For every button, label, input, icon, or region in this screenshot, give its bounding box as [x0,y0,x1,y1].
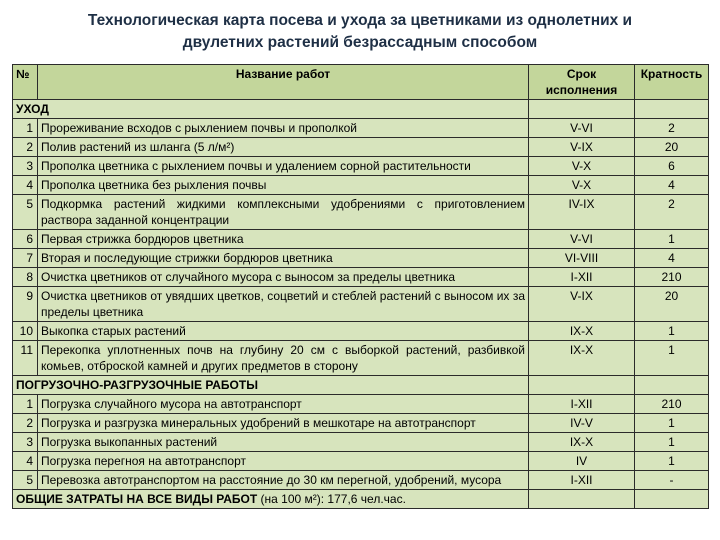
term-cell: V-VI [529,118,635,137]
empty-frequency-cell [635,489,709,508]
empty-frequency-cell [635,99,709,118]
work-name-cell: Выкопка старых растений [38,321,529,340]
frequency-cell: 20 [635,137,709,156]
frequency-cell: 4 [635,248,709,267]
work-name-cell: Погрузка выкопанных растений [38,432,529,451]
term-cell: IX-X [529,321,635,340]
work-name-cell: Очистка цветников от увядших цветков, соцветий и стеблей растений с выносом их за пределы цветника [38,286,529,321]
frequency-cell: 2 [635,194,709,229]
work-name-cell: Перекопка уплотненных почв на глубину 20 см с выборкой растений, разбивкой комьев, отброской камней и других предметов в сторону [38,340,529,375]
term-cell: VI-VIII [529,248,635,267]
term-cell: I-XII [529,394,635,413]
table-row [13,340,709,375]
table-footer [13,489,709,508]
table-row [13,432,709,451]
row-number-cell: 3 [13,156,38,175]
frequency-cell: 6 [635,156,709,175]
row-number-cell: 2 [13,137,38,156]
row-number-cell: 3 [13,432,38,451]
tech-map-table [12,64,709,509]
empty-term-cell [529,375,635,394]
term-cell: V-IX [529,137,635,156]
work-name-cell: Погрузка перегноя на автотранспорт [38,451,529,470]
section-header-row [13,99,709,118]
term-cell: IX-X [529,340,635,375]
frequency-cell: - [635,470,709,489]
table-row [13,175,709,194]
table-row [13,267,709,286]
frequency-cell: 1 [635,229,709,248]
table-row [13,413,709,432]
frequency-cell: 1 [635,321,709,340]
term-cell: V-IX [529,286,635,321]
work-name-cell: Вторая и последующие стрижки бордюров цветника [38,248,529,267]
frequency-cell: 1 [635,432,709,451]
empty-term-cell [529,489,635,508]
table-body [13,99,709,489]
row-number-cell: 10 [13,321,38,340]
work-name-cell: Погрузка и разгрузка минеральных удобрений в мешкотаре на автотранспорт [38,413,529,432]
header-number: № [13,64,38,99]
work-name-cell: Прополка цветника с рыхлением почвы и удалением сорной растительности [38,156,529,175]
term-cell: IV-IX [529,194,635,229]
totals-label: ОБЩИЕ ЗАТРАТЫ НА ВСЕ ВИДЫ РАБОТ [16,491,258,506]
term-cell: IX-X [529,432,635,451]
work-name-cell: Прореживание всходов с рыхлением почвы и прополкой [38,118,529,137]
work-name-cell: Подкормка растений жидкими комплексными удобрениями с приготовлением раствора заданной концентрации [38,194,529,229]
row-number-cell: 5 [13,194,38,229]
section-title: ПОГРУЗОЧНО-РАЗГРУЗОЧНЫЕ РАБОТЫ [13,375,529,394]
work-name-cell: Очистка цветников от случайного мусора с выносом за пределы цветника [38,267,529,286]
frequency-cell: 4 [635,175,709,194]
table-row [13,248,709,267]
table-row [13,321,709,340]
table-row [13,470,709,489]
section-header-row [13,375,709,394]
empty-term-cell [529,99,635,118]
frequency-cell: 210 [635,267,709,286]
frequency-cell: 1 [635,451,709,470]
work-name-cell: Прополка цветника без рыхления почвы [38,175,529,194]
totals-cell [13,489,529,508]
row-number-cell: 6 [13,229,38,248]
frequency-cell: 20 [635,286,709,321]
table-row [13,229,709,248]
table-row [13,394,709,413]
table-row [13,286,709,321]
header-term: Срок исполнения [529,64,635,99]
table-header-row [13,64,709,99]
term-cell: V-VI [529,229,635,248]
work-name-cell: Перевозка автотранспортом на расстояние до 30 км перегной, удобрений, мусора [38,470,529,489]
table-row [13,194,709,229]
header-work-name: Название работ [38,64,529,99]
row-number-cell: 5 [13,470,38,489]
frequency-cell: 210 [635,394,709,413]
work-name-cell: Полив растений из шланга (5 л/м²) [38,137,529,156]
term-cell: I-XII [529,470,635,489]
section-title: УХОД [13,99,529,118]
term-cell: IV-V [529,413,635,432]
frequency-cell: 1 [635,413,709,432]
totals-row [13,489,709,508]
term-cell: IV [529,451,635,470]
table-row [13,118,709,137]
row-number-cell: 11 [13,340,38,375]
row-number-cell: 4 [13,451,38,470]
row-number-cell: 1 [13,394,38,413]
row-number-cell: 8 [13,267,38,286]
row-number-cell: 1 [13,118,38,137]
row-number-cell: 9 [13,286,38,321]
work-name-cell: Первая стрижка бордюров цветника [38,229,529,248]
row-number-cell: 7 [13,248,38,267]
term-cell: I-XII [529,267,635,286]
row-number-cell: 4 [13,175,38,194]
frequency-cell: 2 [635,118,709,137]
page-title: Технологическая карта посева и ухода за цветниками из однолетних и двулетних растений безрассадным способом [87,12,633,52]
totals-value: (на 100 м²): 177,6 чел.час. [257,491,406,506]
frequency-cell: 1 [635,340,709,375]
table-row [13,137,709,156]
table-row [13,156,709,175]
header-frequency: Кратность [635,64,709,99]
term-cell: V-X [529,156,635,175]
table-row [13,451,709,470]
empty-frequency-cell [635,375,709,394]
term-cell: V-X [529,175,635,194]
row-number-cell: 2 [13,413,38,432]
work-name-cell: Погрузка случайного мусора на автотранспорт [38,394,529,413]
